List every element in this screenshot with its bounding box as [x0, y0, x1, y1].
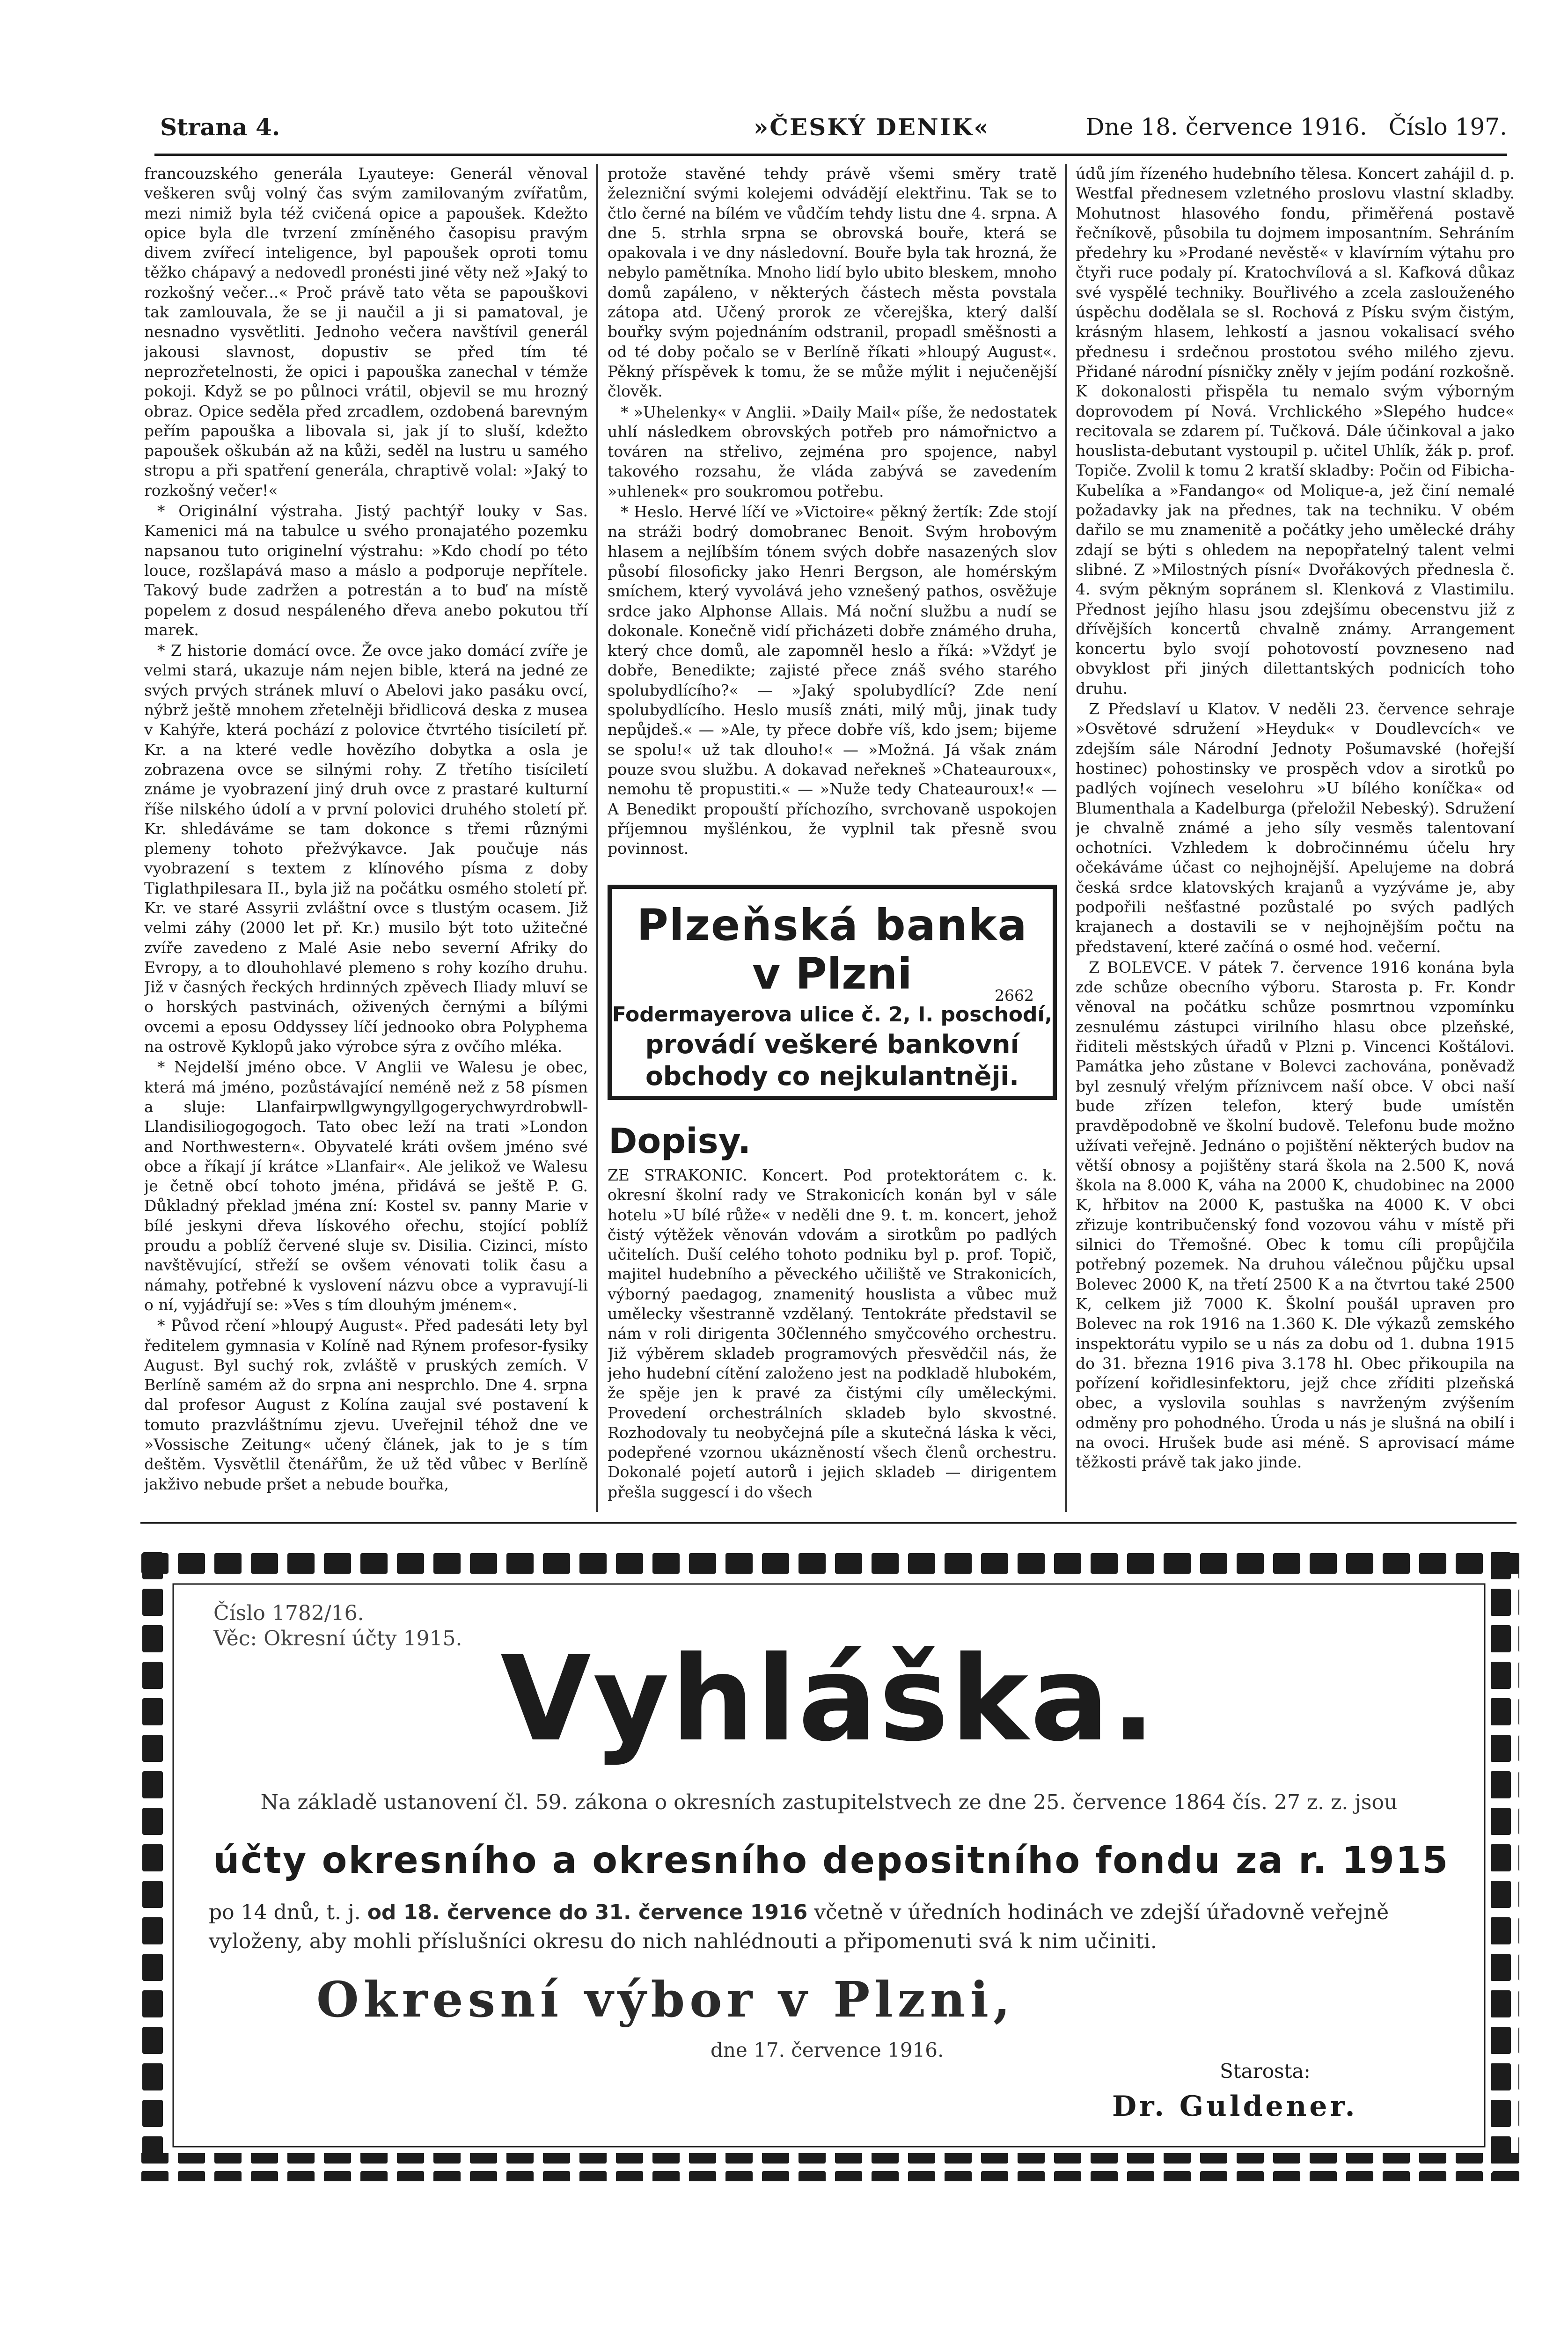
page-number: Strana 4. [160, 113, 280, 141]
notice-date: dne 17. července 1916. [711, 2039, 944, 2061]
official-notice [139, 1549, 1519, 2181]
signatory-name: Dr. Guldener. [1112, 2090, 1358, 2123]
notice-number: Číslo 1782/16. [213, 1601, 364, 1625]
column-3 [1076, 164, 1515, 1517]
bank-name: Plzeňská banka [637, 900, 1028, 950]
article-bolevec: Z BOLEVCE. V pátek 7. července 1916 konána byla zde schůze obecního výboru. Starosta p. Fr. Kondr věnoval na počátku schůze posmrtnou vzpomínku zesnulému zástupci virilního hlasu obce plzeňské, řiditeli městských úřadů v Plzni p. Vincenci Koštálovi. Památka jeho zůstane v Bolevci zachována, poněvadž byl zesnulý vřelým příznivcem naší obce. V obci naší bude zřízen telefon, který bude umístěn pravděpodobně ve školní budově. Telefonu bude možno užívati veřejně. Jednáno o pojištění některých budov na větší obnosy a pojištěny stará škola na 2.500 K, nová škola na 8.000 K, váha na 2000 K, chudobinec na 2000 K, hřbitov na 2000 K, pastuška na 4000 K. V obci zřizuje kontribučenský fond vozovou váhu v místě při silnici do Třemošné. Obec k tomu cíli propůjčila potřebný pozemek. Na druhou válečnou půjčku upsal Bolevec 2000 K, na třetí 2500 K a na čtvrtou také 2500 K, celkem již 7000 K. Školní poušál upraven pro Bolevec na rok 1916 na 1.360 K. Dle výkazů zemského inspektorátu vypilo se u nás za dobu od 1. dubna 1915 do 31. března 1916 piva 3.178 hl. Obec přikoupila na pořízení kořidlesinfektoru, jejž chce zříditi plzeňská obec, a vyslovila souhlas s navrženým zvýšením odměny pro pohodného. Úroda u nás je slušná na obilí i na ovoci. Hrušek bude asi méně. S aprovisací máme těžkosti právě tak jako jinde. [1076, 958, 1515, 1472]
issue-number: Číslo 197. [1388, 113, 1507, 140]
notice-subject-line: účty okresního a okresního depositního fondu za r. 1915 [213, 1840, 1450, 1882]
article-paragraph: francouzského generála Lyauteye: Generál věnoval veškeren svůj volný čas svým zamilovaným zvířatům, mezi nimiž byla též cvičená opice a papoušek. Kdežto opice byla dle tvrzení zmíněného časopisu pravým divem zvířecí inteligence, byl papoušek oproti tomu těžko chápavý a nedovedl pronésti jiné věty než »Jaký to rozkošný večer...« Proč právě tato věta se papouškovi tak zamlouvala, že se ji naučil a ji si pamatoval, je nesnadno vysvětliti. Jednoho večera navštívil generál jakousi slavnost, dopustiv se před tím té neprozřetelnosti, že opici i papouška zanechal v témže pokoji. Když se po půlnoci vrátil, objevil se mu hrozný obraz. Opice seděla před zrcadlem, ozdobená barevným peřím papouška a libovala si, jak jí to sluší, kdežto papoušek oškubán až na kůži, seděl na lustru u samého stropu a při spatření generála, chraptivě volal: »Jaký to rozkošný večer!« [144, 164, 588, 499]
bank-address: Fodermayerova ulice č. 2, I. poschodí, [612, 1003, 1053, 1027]
article-paragraph: protože stavěné tehdy právě všemi směry tratě železniční svými kolejemi odvádějí elektřinu. Tak se to čtlo černé na bílém ve vůdčím tehdy listu dne 4. srpna. A dne 5. strhla srpna se obrovská bouře, která se opakovala i ve dny následovní. Bouře byla tak hrozná, že nebylo pamětníka. Mnoho lidí bylo ubito bleskem, mnoho domů zapáleno, v některých částech města povstala zátopa atd. Učený prorok ze včerejška, který další bouřky svým pojednáním odstranil, propadl směšnosti a od té doby počalo se v Berlíně říkati »hloupý August«. Pěkný příspěvek k tomu, že se může mýlit i nejučenější člověk. [608, 164, 1057, 401]
bank-advertisement [608, 885, 1057, 1100]
notice-body [209, 1898, 1449, 1956]
dopisy-column [608, 1166, 1057, 1517]
masthead [154, 111, 1507, 156]
newspaper-title: »ČESKÝ DENIK« [754, 113, 990, 141]
issue-date: Dne 18. července 1916. [1085, 113, 1367, 140]
column-1 [144, 164, 588, 1517]
article-predslavi: Z Předslaví u Klatov. V neděli 23. července sehraje »Osvětové sdružení »Heyduk« v Doudlevcích« ve zdejším sále Národní Jednoty Pošumavské (hořejší hostinec) pohostinsky ve prospěch vdov a sirotků po padlých vojínech veselohru »U bílého koníčka« od Blumenthala a Kadelburga (přeložil Nebeský). Sdružení je chvalně známé a jeho síly vesměs talentovaní ochotníci. Vzhledem k dobročinnému účelu hry očekáváme účast co nejhojnější. Apelujeme na dobrá česká srdce klatovských krajanů a vyzýváme je, aby podpořili nešťastné pozůstalé po svých padlých krajanech a dostavili se v nejhojnějším počtu na představení, které začíná o osmé hod. večerní. [1076, 700, 1515, 956]
notice-body-end: včetně v úředních hodinách ve zdejší úřadovně veřejně vyloženy, aby mohli příslušníci okresu do nich nahlédnouti a připomenuti svá k nim učiniti. [209, 1900, 1389, 1953]
article-nejdelsi-jmeno: * Nejdelší jméno obce. V Anglii ve Walesu je obec, která má jméno, pozůstávající neméně než z 58 písmen a sluje: Llanfairpwllgwyngyllgogerychwyrdrobwll-Llandisiliogogogoch. Tato obec leží na trati »London and Northwestern«. Obyvatelé kráti ovšem jméno své obce a říkají jí krátce »Llanfair«. Ale jelikož ve Walesu je četně obcí tohoto jména, přidává se ještě P. G. Důkladný překlad jména zní: Kostel sv. panny Marie v bílé jeskyni dřeva lískového ořechu, stojící poblíž proudu a poblíž červené sluje sv. Disilia. Cizinci, místo navštěvující, střeží se ovšem vénovati tolik času a námahy, potřebné k vyslovení názvu obce a vypravují-li o ní, vyjádřují se: »Ves s tím dlouhým jménem«. [144, 1058, 588, 1314]
section-divider [140, 1522, 1517, 1524]
notice-body-start: po 14 dnů, t. j. [209, 1900, 367, 1924]
signatory-title: Starosta: [1220, 2060, 1311, 2083]
column-divider [596, 164, 598, 1512]
article-hloupy-august: * Původ rčení »hloupý August«. Před padesáti lety byl ředitelem gymnasia v Kolíně nad Rýnem profesor-fysiky August. Byl suchý rok, zvláště v pruských zemích. V Berlíně samém až do srpna ani nesprchlo. Dne 4. srpna dal profesor August z Kolína zaujal své postavení k tomuto prazvláštnímu zjevu. Uveřejnil téhož dne ve »Vossische Zeitung« učený článek, jak to je s tím deštěm. Vysvětlil čtenářům, že už těd vůbec v Berlíně jakživo nebude pršet a nebude bouřka, [144, 1316, 588, 1493]
issue-info [1072, 113, 1507, 140]
notice-title: Vyhláška. [500, 1631, 1158, 1767]
column-2 [608, 164, 1057, 875]
article-originalni-vystraha: * Originální výstraha. Jistý pachtýř louky v Sas. Kamenici má na tabulce u svého pronajatého pozemku napsanou tuto originelní výstrahu: »Kdo chodí po této louce, rozšlapává maso a máslo a podporuje nepřítele. Takový bude zadržen a potrestán a to buď na místě popelem z dosud nespáleného dřeva anebo pokutou tří marek. [144, 502, 588, 639]
bank-city: v Plzni [752, 949, 912, 999]
notice-intro: Na základě ustanovení čl. 59. zákona o okresních zastupitelstvech ze dne 25. července 1864 čís. 27 z. z. jsou [260, 1790, 1398, 1814]
article-strakonice: ZE STRAKONIC. Koncert. Pod protektorátem c. k. okresní školní rady ve Strakonicích konán byl v sále hotelu »U bílé růže« v neděli dne 9. t. m. koncert, jehož čistý výtěžek věnován vdovám a sirotkům po padlých učitelích. Duší celého tohoto podniku byl p. prof. Topič, majitel hudebního a pěveckého učiliště ve Strakonicích, výborný paedagog, znamenitý houslista a vůbec muž umělecky všestranně vzdělaný. Tentokráte představil se nám v roli dirigenta 30členného smyčcového orchestru. Již výběrem skladeb programových přesvědčil nás, že jeho hudební cítění založeno jest na podkladě hlubokém, že spěje jen k pravé za čistými cíly uměleckými. Provedení orchestrálních skladeb bylo skvostné. Rozhodovaly tu neobyčejná píle a skutečná láska k věci, podepřené vzornou ukázněností všech členů orchestru. Dokonalé pojetí autorů i jejich skladeb — dirigentem přešla suggescí i do všech [608, 1166, 1057, 1501]
bank-slogan-2: obchody co nejkulantněji. [645, 1061, 1019, 1091]
section-heading-dopisy: Dopisy. [608, 1121, 751, 1161]
notice-subject: Věc: Okresní účty 1915. [213, 1627, 462, 1650]
article-paragraph: údů jím řízeného hudebního tělesa. Koncert zahájil d. p. Westfal přednesem vzletného proslovu vlastní skladby. Mohutnost hlasového fondu, přiměřená postavě řečníkově, působila tu dojmem imposantním. Sehráním předehry ku »Prodané nevěstě« v klavírním výtahu pro čtyři ruce podaly pí. Kratochvílová a sl. Kafková důkaz své vyspělé techniky. Bouřlivého a zcela zaslouženého úspěchu dodělala se sl. Rochová z Písku svým čistým, krásným hlasem, lehkostí a jasnou vokalisací svého přednesu i srdečnou prostotou svého milého zjevu. Přidané národní písničky zněly v jejím podání rozkošně. K dokonalosti přispěla tu nemalo svým výborným doprovodem pí Nová. Vrchlického »Slepého hudce« recitovala se zdarem pí. Tučková. Dále účinkoval a jako houslista-debutant vystoupil p. učitel Uhlík, žák p. prof. Topiče. Zvolil k tomu 2 kratší skladby: Počin od Fibicha-Kubelíka a »Fandango« od Molique-a, jež činí nemalé požadavky jak na přednes, tak na techniku. V obém dařilo se mu znamenitě a počátky jeho umělecké dráhy zdají se býti s ohledem na nepopřatelný talent velmi slibné. Z »Milostných písní« Dvořákových přednesla č. 4. svým pěkným sopránem sl. Klenková z Vlastimilu. Přednost jejího hlasu jsou zdejšímu obecenstvu již z dřívějších koncertů chvalně známy. Arrangement koncertu bylo svojí pohotovostí povzneseno nad obvyklost při jiných dilettantských podnicích toho druhu. [1076, 164, 1515, 697]
column-divider [1065, 164, 1067, 1512]
article-uhelenky: * »Uhelenky« v Anglii. »Daily Mail« píše, že nedostatek uhlí následkem obrovských potřeb pro námořnictvo a továren na střelivo, zejména pro spojence, nabyl takového rozsahu, že vláda zabývá se zavedením »uhlenek« pro soukromou potřebu. [608, 403, 1057, 500]
article-historie-ovce: * Z historie domácí ovce. Že ovce jako domácí zvíře je velmi stará, ukazuje nám nejen bible, která na jedné ze svých prvých stránek mluví o Abelovi jako pasáku ovcí, nýbrž ještě mnohem zřetelněji břidlicová deska z musea v Kahýře, která pochází z polovice čtvrtého tisíciletí př. Kr. a na které vedle hovězího dobytka a osla je zobrazena ovce se silnými rohy. Z třetího tisíciletí známe je vyobrazení jiný druh ovce z prastaré kulturní říše nilského údolí a v první polovici druhého století př. Kr. shledáváme se tam dokonce s třemi různými plemeny tohoto přežvýkavce. Jak poučuje nás vyobrazení s textem z klínového písma z doby Tiglathpilesara II., byla již na počátku osmého století př. Kr. ve staré Assyrii zvláštní ovce s tlustým ocasem. Již velmi záhy (2000 let př. Kr.) musilo být toto užitečné zvíře zavedeno z Malé Asie nebo severní Afriky do Evropy, a to dlouhohlavé plemeno s rohy kozího druhu. Již v časných řeckých hrdinných zpěvech Iliady mluví se o horských pastvinách, oživených černými a bílými ovcemi a eposu Oddyssey líčí jednooko obra Polyphema na ostrově Kyklopů jako výrobce sýra z ovčího mléka. [144, 641, 588, 1056]
bank-slogan-1: provádí veškeré bankovní [645, 1029, 1019, 1059]
notice-dates: od 18. července do 31. července 1916 [367, 1900, 808, 1924]
article-heslo: * Heslo. Hervé líčí ve »Victoire« pěkný žertík: Zde stojí na stráži bodrý domobranec Benoit. Svým hrobovým hlasem a nejlíbším tónem svých dobře nasazených slov působí filosoficky jako Henri Bergson, ale homérským smíchem, který vyvolává jeho vznešený pathos, osvěžuje srdce jako Alphonse Allais. Má noční službu a nudí se dokonale. Konečně vidí přicházeti dobře známého druha, který chce domů, ale zapomněl heslo a říká: »Vždyť je dobře, Benedikte; zajisté přece znáš svého starého spolubydlícího?« — »Jaký spolubydlící? Zde není spolubydlícího. Heslo musíš znáti, milý můj, jinak tudy nepůjdeš.« — »Ale, ty přece dobře víš, kdo jsem; bijeme se spolu!« už tak dlouho!« — »Možná. Já však znám pouze svou službu. A dokavad neřekneš »Chateauroux«, nemohu tě propustiti.« — »Nuže tedy Chateauroux!« — A Benedikt propouští příchozího, svrchovaně uspokojen příjemnou myšlénkou, že vyplnil tak přesně svou povinnost. [608, 503, 1057, 858]
notice-issuer: Okresní výbor v Plzni, [316, 1971, 1015, 2028]
ad-number: 2662 [995, 986, 1034, 1005]
